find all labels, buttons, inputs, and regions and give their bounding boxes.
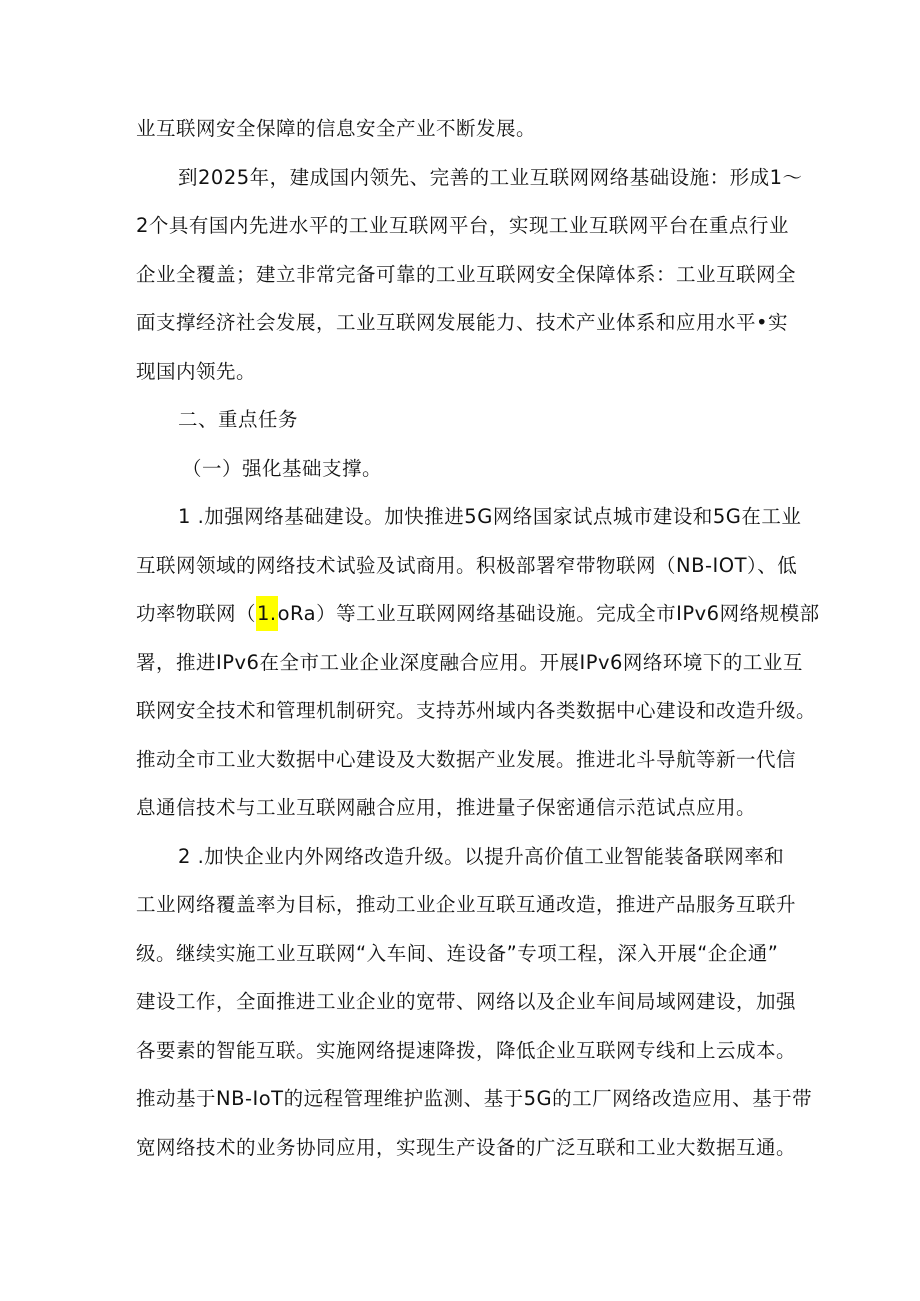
paragraph-line: 1 .加强网络基础建设。加快推进5G网络国家试点城市建设和5G在工业 <box>178 505 802 528</box>
paragraph-line: 互联网领域的网络技术试验及试商用。积极部署窄带物联网（NB-IOT）、低 <box>136 553 798 577</box>
paragraph-line: 级。继续实施工业互联网“入车间、连设备”专项工程，深入开展“企企通” <box>136 941 779 965</box>
paragraph-line: 2 .加快企业内外网络改造升级。以提升高价值工业智能装备联网率和 <box>178 844 785 868</box>
paragraph-line: 息通信技术与工业互联网融合应用，推进量子保密通信示范试点应用。 <box>136 796 757 819</box>
paragraph-line: 联网安全技术和管理机制研究。支持苏州域内各类数据中心建设和改造升级。 <box>136 699 817 722</box>
paragraph-line: 署，推进IPv6在全市工业企业深度融合应用。开展IPv6网络环境下的工业互 <box>136 650 803 674</box>
subsection-heading: （一）强化基础支撑。 <box>182 456 383 480</box>
line-segment: oRa）等工业互联网网络基础设施。完成全市IPv6网络规模部 <box>277 602 820 625</box>
line-segment: 功率物联网（ <box>136 602 257 625</box>
paragraph-line: 企业全覆盖；建立非常完备可靠的工业互联网安全保障体系：工业互联网全 <box>136 262 797 286</box>
paragraph-line: 工业网络覆盖率为目标，推动工业企业互联互通改造，推进产品服务互联升 <box>136 893 797 916</box>
paragraph-line: 2个具有国内先进水平的工业互联网平台，实现工业互联网平台在重点行业 <box>136 214 789 237</box>
paragraph-line: 各要素的智能互联。实施网络提速降拨，降低企业互联网专线和上云成本。 <box>136 1038 797 1062</box>
paragraph-line: 业互联网安全保障的信息安全产业不断发展。 <box>136 117 537 140</box>
paragraph-line: 面支撑经济社会发展，工业互联网发展能力、技术产业体系和应用水平•实 <box>136 311 789 334</box>
document-body <box>136 105 820 1172</box>
paragraph-line: 现国内领先。 <box>136 359 257 383</box>
paragraph-line: 推动全市工业大数据中心建设及大数据产业发展。推进北斗导航等新一代信 <box>136 747 797 771</box>
paragraph-line: 到2025年，建成国内领先、完善的工业互联网网络基础设施：形成1～ <box>178 165 803 189</box>
paragraph-line: 宽网络技术的业务协同应用，实现生产设备的广泛互联和工业大数据互通。 <box>136 1135 797 1159</box>
paragraph-line: 推动基于NB-IoT的远程管理维护监测、基于5G的工厂网络改造应用、基于带 <box>136 1087 813 1110</box>
paragraph-line <box>136 590 820 639</box>
section-heading: 二、重点任务 <box>178 408 299 431</box>
highlighted-text: 1. <box>256 596 278 631</box>
paragraph-line: 建设工作，全面推进工业企业的宽带、网络以及企业车间局域网建设，加强 <box>136 990 797 1013</box>
